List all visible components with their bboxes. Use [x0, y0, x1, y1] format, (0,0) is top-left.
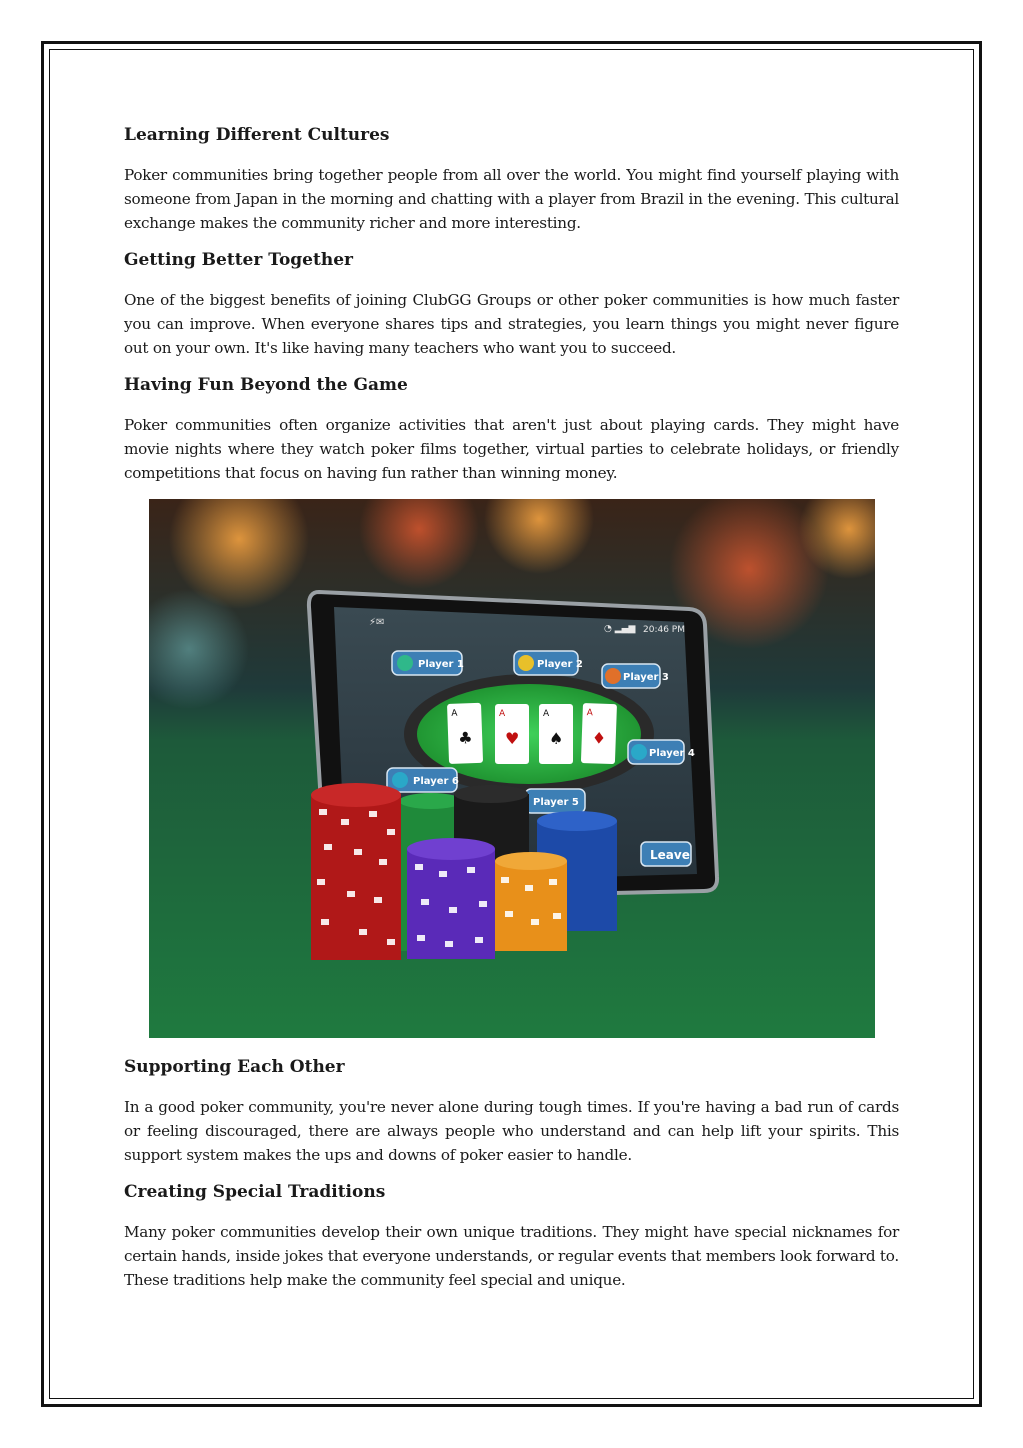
player-badge[interactable]: [602, 664, 669, 688]
card-rank: A: [499, 709, 506, 719]
avatar-icon: [518, 655, 534, 671]
status-time: 20:46 PM: [643, 625, 685, 635]
section-heading: Getting Better Together: [124, 250, 353, 270]
section-body: In a good poker community, you're never alone during tough times. If you're having a bad run of cards or feeling discouraged, there are always people who understand and can help lift your spirits. This support system makes the ups and downs of poker easier to handle.: [124, 1098, 899, 1164]
section-body: Poker communities often organize activities that aren't just about playing cards. They might have movie nights where they watch poker films together, virtual parties to celebrate holidays, or friendly competitions that focus on having fun rather than winning money.: [124, 416, 899, 482]
avatar-icon: [397, 655, 413, 671]
player-badge[interactable]: [525, 789, 585, 813]
diamond-suit-icon: ♦: [591, 728, 607, 748]
chip-stack-red: [311, 783, 401, 960]
section-heading: Learning Different Cultures: [124, 125, 390, 145]
section-body: One of the biggest benefits of joining ClubGG Groups or other poker communities is how much faster you can improve. When everyone shares tips and strategies, you learn things you might never figure out on your own. It's like having many teachers who want you to succeed.: [124, 291, 899, 357]
svg-text:Player 4: Player 4: [649, 748, 695, 759]
player-badge[interactable]: [514, 651, 583, 675]
spade-suit-icon: ♠: [549, 729, 564, 748]
card-rank: A: [451, 708, 458, 719]
leave-button[interactable]: [641, 842, 691, 866]
svg-text:Player 2: Player 2: [537, 659, 583, 670]
chip-stack-purple: [407, 838, 495, 959]
menu-icon: ⚡✉: [369, 617, 385, 628]
svg-text:Player 5: Player 5: [533, 797, 579, 808]
club-suit-icon: ♣: [457, 728, 473, 748]
wifi-signal-icon: ◔ ▂▄▆: [604, 624, 636, 634]
svg-text:Player 6: Player 6: [413, 776, 459, 787]
player-badge[interactable]: [392, 651, 464, 675]
section-heading: Having Fun Beyond the Game: [124, 375, 408, 395]
top-sections: [124, 121, 899, 496]
section-body: Many poker communities develop their own unique traditions. They might have special nicknames for certain hands, inside jokes that everyone understands, or regular events that members look forward to. These traditions help make the community feel special and unique.: [124, 1223, 899, 1289]
avatar-icon: [631, 744, 647, 760]
chip-stack-orange: [495, 852, 567, 951]
heart-suit-icon: ♥: [505, 729, 520, 748]
section-heading: Supporting Each Other: [124, 1057, 345, 1077]
avatar-icon: [392, 772, 408, 788]
player-badge[interactable]: [387, 768, 459, 792]
card-rank: A: [543, 709, 550, 719]
svg-text:Player 1: Player 1: [418, 659, 464, 670]
card-rank: A: [586, 708, 593, 719]
section-heading: Creating Special Traditions: [124, 1182, 386, 1202]
svg-text:Player 3: Player 3: [623, 672, 669, 683]
poker-tablet-illustration: [149, 499, 875, 1038]
bottom-sections: [124, 1053, 899, 1303]
avatar-icon: [605, 668, 621, 684]
section-body: Poker communities bring together people from all over the world. You might find yourself playing with someone from Japan in the morning and chatting with a player from Brazil in the evening. This cultural exchange makes the community richer and more interesting.: [124, 166, 899, 232]
svg-text:Leave: Leave: [650, 848, 690, 862]
